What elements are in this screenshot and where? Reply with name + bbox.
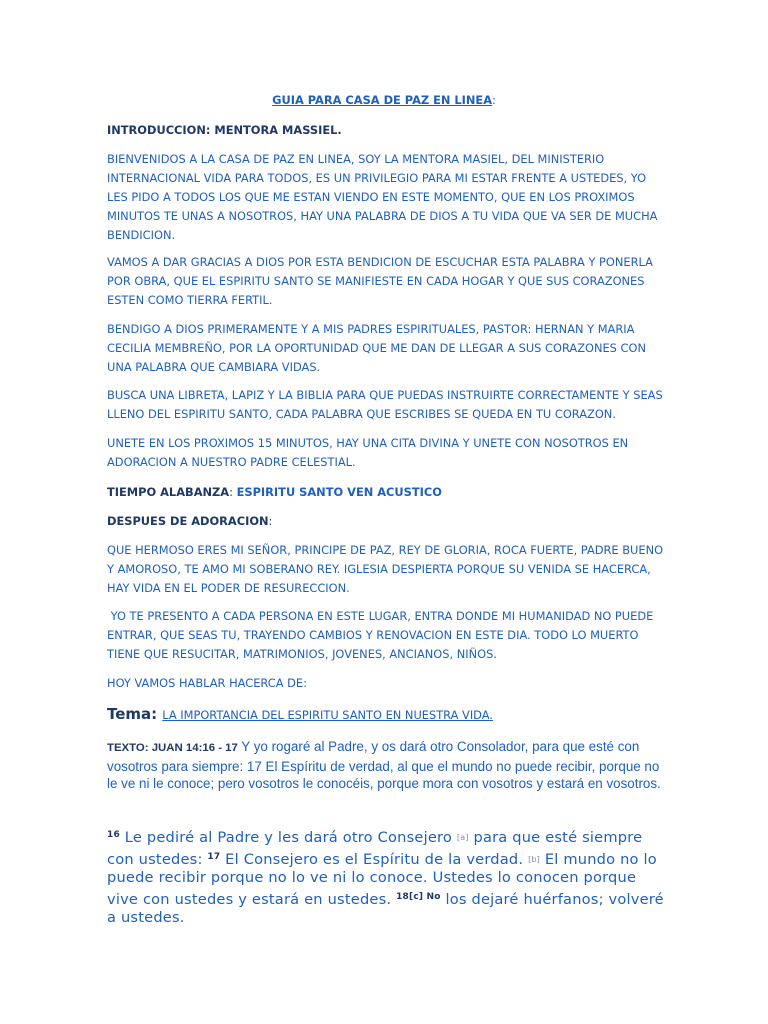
despues-label: DESPUES DE ADORACION <box>107 514 269 528</box>
despues-sep: : <box>268 514 273 528</box>
verse-text-2: para que esté siempre con ustedes: <box>107 829 643 868</box>
texto-label: TEXTO: JUAN 14:16 - 17 <box>107 742 238 754</box>
paragraph-blessing: BENDIGO A DIOS PRIMERAMENTE Y A MIS PADRES ESPIRITUALES, PASTOR: HERNAN Y MARIA CECILIA MEMBREÑO, POR LA OPORTUNIDAD QUE ME DAN DE LLEGAR A SUS CORAZONES CON UNA PALABRA QUE CAMBIARA VIDAS. <box>107 322 646 374</box>
verse-text-1: Le pediré al Padre y les dará otro Consejero <box>119 829 457 846</box>
verse-number-18: 18 <box>396 891 410 902</box>
alabanza-label: TIEMPO ALABANZA <box>107 485 230 499</box>
intro-heading: INTRODUCCION: MENTORA MASSIEL. <box>107 123 342 137</box>
footnote-marker-c[interactable]: [c] <box>409 891 424 902</box>
verse-number-17: 17 <box>207 851 221 862</box>
verse-text-3: El Consejero es el Espíritu de la verdad. <box>220 850 529 868</box>
despues-heading <box>107 512 667 531</box>
verses-paragraph <box>107 826 667 928</box>
paragraph-worship: QUE HERMOSO ERES MI SEÑOR, PRINCIPE DE PAZ, REY DE GLORIA, ROCA FUERTE, PADRE BUENO Y AMOROSO, TE AMO MI SOBERANO REY. IGLESIA DESPIERTA PORQUE SU VENIDA SE HACERCA, HAY VIDA EN EL PODER DE RESURECCION. <box>107 543 664 595</box>
paragraph-today: HOY VAMOS HABLAR HACERCA DE: <box>107 676 307 690</box>
alabanza-sep: : <box>229 485 237 499</box>
verse-text-5: los dejaré huérfanos; volveré a ustedes. <box>107 890 664 926</box>
paragraph-join: UNETE EN LOS PROXIMOS 15 MINUTOS, HAY UNA CITA DIVINA Y UNETE CON NOSOTROS EN ADORACION A NUESTRO PADRE CELESTIAL. <box>107 436 629 469</box>
texto-body: Y yo rogaré al Padre, y os dará otro Consolador, para que esté con vosotros para siempre: 17 El Espíritu de verdad, al que el mundo no puede recibir, porque no le ve ni le conoce; pero vosotros le conocéis, porque mora con vosotros y estará en vosotros. <box>107 739 661 791</box>
footnote-marker-b[interactable]: [b] <box>528 854 540 864</box>
alabanza-line <box>107 483 667 502</box>
paragraph-thanks: VAMOS A DAR GRACIAS A DIOS POR ESTA BENDICION DE ESCUCHAR ESTA PALABRA Y PONERLA POR OBRA, QUE EL ESPIRITU SANTO SE MANIFIESTE EN CADA HOGAR Y QUE SUS CORAZONES ESTEN COMO TIERRA FERTIL. <box>107 255 653 307</box>
paragraph-notebook: BUSCA UNA LIBRETA, LAPIZ Y LA BIBLIA PARA QUE PUEDAS INSTRUIRTE CORRECTAMENTE Y SEAS LLENO DEL ESPIRITU SANTO, CADA PALABRA QUE ESCRIBES SE QUEDA EN TU CORAZON. <box>107 388 663 421</box>
title-link[interactable]: GUIA PARA CASA DE PAZ EN LINEA <box>272 93 493 107</box>
paragraph-present: YO TE PRESENTO A CADA PERSONA EN ESTE LUGAR, ENTRA DONDE MI HUMANIDAD NO PUEDE ENTRAR, QUE SEAS TU, TRAYENDO CAMBIOS Y RENOVACION EN ESTE DIA. TODO LO MUERTO TIENE QUE RESUCITAR, MATRIMONIOS, JOVENES, ANCIANOS, NIÑOS. <box>107 609 657 661</box>
tema-link[interactable]: LA IMPORTANCIA DEL ESPIRITU SANTO EN NUESTRA VIDA. <box>162 708 493 722</box>
verse-text-4: El mundo no lo puede recibir porque no lo ve ni lo conoce. Ustedes lo conocen porque vive con ustedes y estará en ustedes. <box>107 850 657 908</box>
tema-line <box>107 704 667 725</box>
footnote-marker-a[interactable]: [a] <box>456 833 469 842</box>
tema-label: Tema: <box>107 705 158 723</box>
verse-no-word: No <box>423 891 441 902</box>
alabanza-song: ESPIRITU SANTO VEN ACUSTICO <box>236 485 442 499</box>
document-title <box>0 93 768 107</box>
paragraph-welcome: BIENVENIDOS A LA CASA DE PAZ EN LINEA, SOY LA MENTORA MASIEL, DEL MINISTERIO INTERNACIONAL VIDA PARA TODOS, ES UN PRIVILEGIO PARA MI ESTAR FRENTE A USTEDES, YO LES PIDO A TODOS LOS QUE ME ESTAN VIENDO EN ESTE MOMENTO, QUE EN LOS PROXIMOS MINUTOS TE UNAS A NOSOTROS, HAY UNA PALABRA DE DIOS A TU VIDA QUE VA SER DE MUCHA BENDICION. <box>107 152 658 242</box>
texto-paragraph <box>107 738 667 793</box>
title-suffix: : <box>492 93 496 107</box>
verse-number-16: 16 <box>107 830 120 840</box>
